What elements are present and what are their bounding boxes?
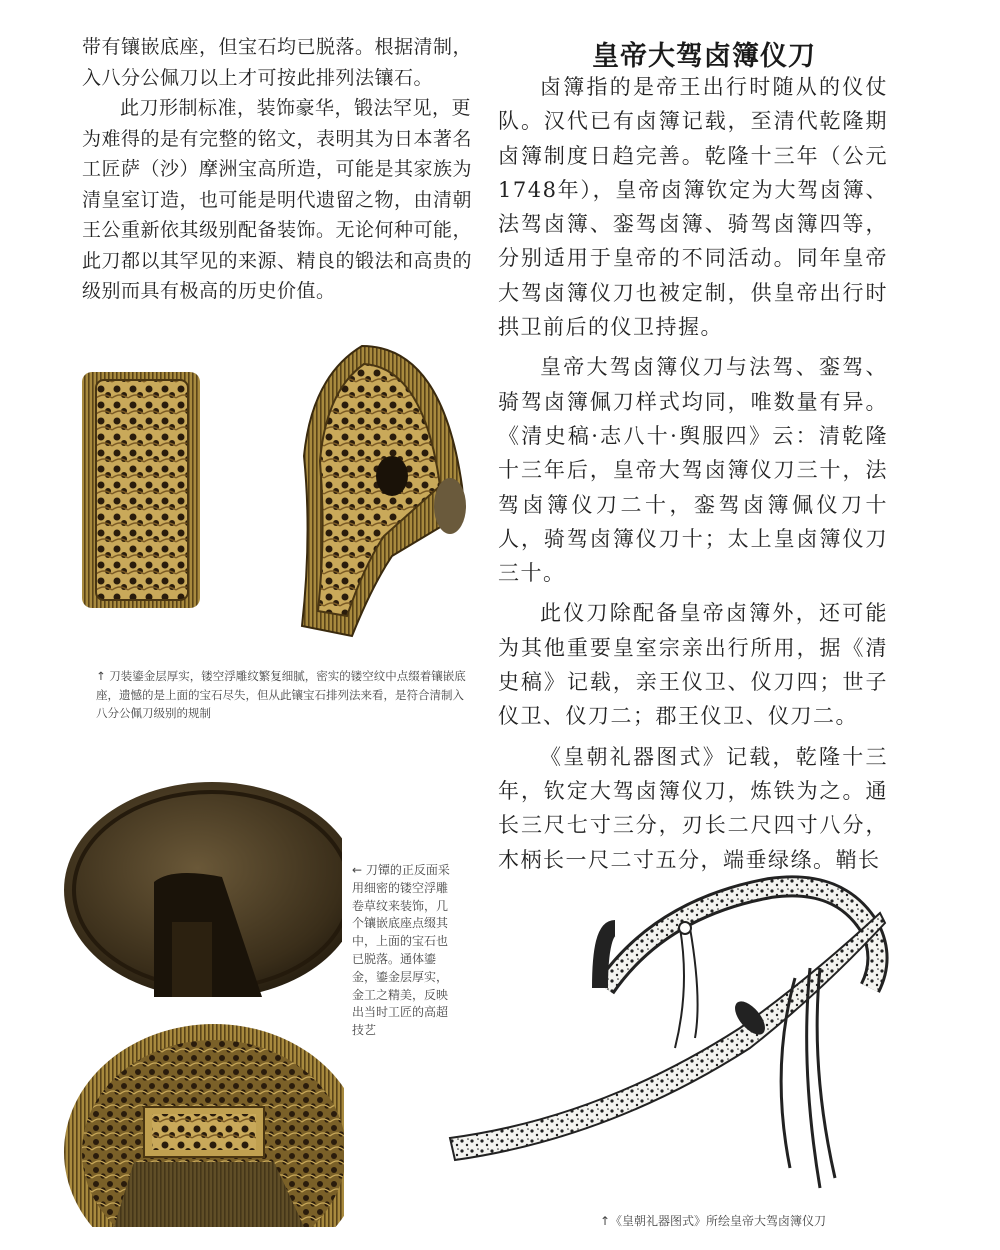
photo-tsuba-ornate (64, 1012, 344, 1227)
photo-tsuba-plain (62, 772, 342, 997)
left-paragraph-2: 此刀形制标准，装饰豪华，锻法罕见，更为难得的是有完整的铭文，表明其为日本著名工匠萨（沙）摩洲宝高所造，可能是其家族为清皇室订造，也可能是明代遗留之物，由清朝王公重新依其级别配备装饰。无论何种可能，此刀都以其罕见的来源、精良的锻法和高贵的级别而具有极高的历史价值。 (82, 97, 473, 302)
caption-drawing: ↑《皇朝礼器图式》所绘皇帝大驾卤簿仪刀 (600, 1214, 827, 1228)
left-column-text (82, 32, 472, 307)
article-title: 皇帝大驾卤簿仪刀 (592, 41, 816, 72)
photo-curved-fitting (292, 336, 472, 656)
caption-tsuba: ← 刀镡的正反面采用细密的镂空浮雕卷草纹来装饰，几个镶嵌底座点缀其中，上面的宝石也已脱落。通体鎏金，鎏金层厚实，金工之精美，反映出当时工匠的高超技艺 (352, 863, 450, 1038)
drawing-ceremonial-sword (440, 868, 900, 1208)
article-body (498, 70, 888, 877)
article-paragraph-1: 卤簿指的是帝王出行时随从的仪仗队。汉代已有卤簿记载，至清代乾隆期卤簿制度日趋完善。乾隆十三年（公元1748年），皇帝卤簿钦定为大驾卤簿、法驾卤簿、銮驾卤簿、骑驾卤簿四等，分别适用于皇帝的不同活动。同年皇帝大驾卤簿仪刀也被定制，供皇帝出行时拱卫前后的仪卫持握。 (498, 75, 888, 340)
photo-rectangular-fitting (80, 368, 205, 613)
left-paragraph-1: 带有镶嵌底座，但宝石均已脱落。根据清制，入八分公佩刀以上才可按此排列法镶石。 (82, 36, 473, 89)
article-paragraph-2: 皇帝大驾卤簿仪刀与法驾、銮驾、骑驾卤簿佩刀样式均同，唯数量有异。《清史稿·志八十·舆服四》云：清乾隆十三年后，皇帝大驾卤簿仪刀三十，法驾卤簿仪刀二十，銮驾卤簿佩仪刀十人，骑驾卤簿仪刀十；太上皇卤簿仪刀三十。 (498, 355, 888, 586)
article-paragraph-3: 此仪刀除配备皇帝卤簿外，还可能为其他重要皇室宗亲出行所用，据《清史稿》记载，亲王仪卫、仪刀四；世子仪卫、仪刀二；郡王仪卫、仪刀二。 (498, 601, 888, 729)
caption-fittings: ↑ 刀装鎏金层厚实，镂空浮雕纹繁复细腻，密实的镂空纹中点缀着镶嵌底座，遗憾的是上面的宝石尽失，但从此镶宝石排列法来看，是符合清制入八分公佩刀级别的规制 (96, 669, 466, 720)
article-paragraph-4: 《皇朝礼器图式》记载，乾隆十三年，钦定大驾卤簿仪刀，炼铁为之。通长三尺七寸三分，刃长二尺四寸八分，木柄长一尺二寸五分，端垂绿绦。鞘长 (498, 744, 888, 872)
